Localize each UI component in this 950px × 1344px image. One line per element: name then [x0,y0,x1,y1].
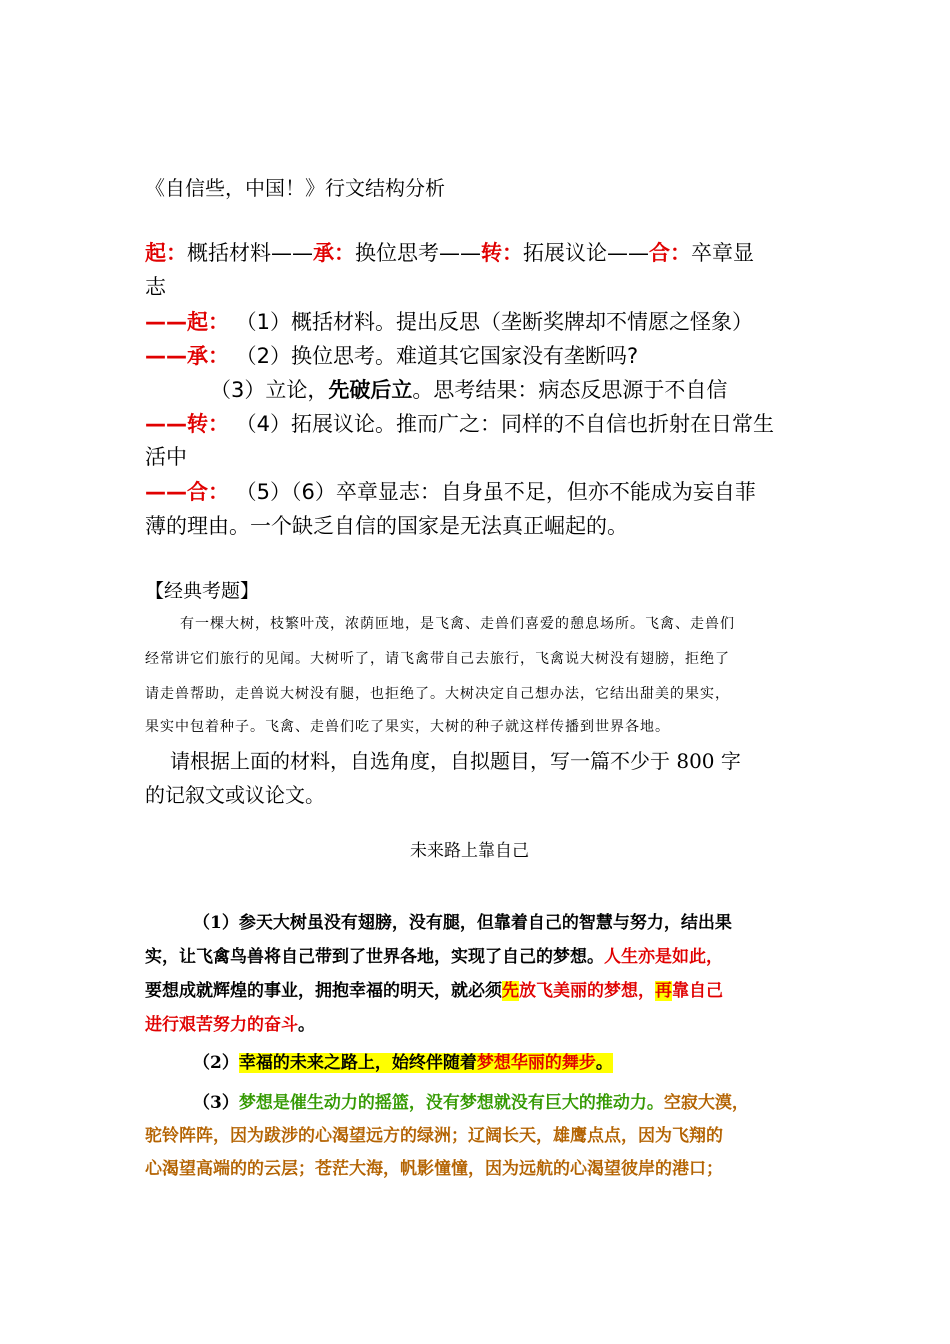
item-he-cont: 薄的理由。一个缺乏自信的国家是无法真正崛起的。 [145,514,628,538]
p1-red-text: 进行艰苦努力的奋斗 [145,1015,298,1035]
material-line: 请走兽帮助，走兽说大树没有腿，也拒绝了。大树决定自己想办法，它结出甜美的果实， [145,686,730,702]
p1-text: 实，让飞禽鸟兽将自己带到了世界各地，实现了自己的梦想。 [145,947,604,967]
structure-text-4: 卒章显 [691,241,754,265]
item-qi [145,306,753,336]
item-qi-text: （1）概括材料。提出反思（垄断奖牌却不情愿之怪象） [229,310,754,334]
item-cheng [145,340,638,370]
material-line: 果实中包着种子。飞禽、走兽们吃了果实，大树的种子就这样传播到世界各地。 [145,719,670,735]
key-he: 合： [649,241,691,265]
p1-red-text: 人生亦是如此， [604,947,723,967]
dash: —— [145,310,187,334]
item-3 [210,374,727,404]
prompt-line-1: 请根据上面的材料，自选角度，自拟题目，写一篇不少于 800 字 [170,749,741,773]
p2-number: （2） [193,1053,239,1073]
item-3-bold: 先破后立 [328,378,413,402]
item-zhuan-key: 转： [187,412,229,436]
item-qi-key: 起： [187,310,229,334]
structure-line [145,237,754,267]
essay-p1-line1: （1）参天大树虽没有翅膀，没有腿，但靠着自己的智慧与努力，结出果 [193,913,732,933]
essay-p1-line2 [145,942,723,967]
p1-text: 要想成就辉煌的事业，拥抱幸福的明天，就必须 [145,981,502,1001]
p1-red-text: 放飞美丽的梦想， [519,981,655,1001]
item-zhuan-cont: 活中 [145,445,187,469]
p3-number: （3） [193,1093,239,1113]
item-zhuan-text: （4）拓展议论。推而广之：同样的不自信也折射在日常生 [229,412,775,436]
p2-highlighted [239,1053,613,1073]
essay-p1-line3 [145,976,723,1001]
p1-text: 。 [298,1015,315,1035]
item-cheng-text: （2）换位思考。难道其它国家没有垄断吗? [229,344,639,368]
p3-brown-text: 空寂大漠， [663,1093,749,1113]
p2-red-text: 梦想华丽的舞步 [476,1053,596,1073]
item-cheng-key: 承： [187,344,229,368]
dash: —— [145,480,187,504]
item-he-text: （5）（6）卒章显志：自身虽不足，但亦不能成为妄自菲 [229,480,756,504]
essay-p2 [193,1048,613,1073]
structure-text-1: 概括材料—— [187,241,313,265]
essay-title: 未来路上靠自己 [410,841,529,861]
item-3-a: （3）立论， [210,378,329,402]
p2-text: 幸福的未来之路上，始终伴随着 [238,1053,477,1073]
structure-text-2: 换位思考—— [355,241,481,265]
p1-red-text: 靠自己 [672,981,723,1001]
dash: —— [145,344,187,368]
p1-highlight: 先 [502,981,519,1001]
dash: —— [145,412,187,436]
material-line: 有一棵大树，枝繁叶茂，浓荫匝地，是飞禽、走兽们喜爱的憩息场所。飞禽、走兽们 [180,616,735,632]
item-he-key: 合： [187,480,229,504]
structure-line-cont: 志 [145,275,166,299]
key-qi: 起： [145,241,187,265]
p2-text: 。 [595,1053,613,1073]
essay-p3-line3: 心渴望高端的的云层；苍茫大海，帆影憧憧，因为远航的心渴望彼岸的港口； [145,1159,723,1179]
item-he [145,476,756,506]
prompt-line-2: 的记叙文或议论文。 [145,783,325,807]
exam-heading: 【经典考题】 [145,580,260,602]
key-cheng: 承： [313,241,355,265]
page-title: 《自信些，中国！》行文结构分析 [145,176,445,200]
key-zhuan: 转： [481,241,523,265]
essay-p3-line1 [193,1088,749,1113]
structure-text-3: 拓展议论—— [523,241,649,265]
item-3-c: 。思考结果：病态反思源于不自信 [412,378,728,402]
essay-p3-line2: 驼铃阵阵，因为跋涉的心渴望远方的绿洲；辽阔长天，雄鹰点点，因为飞翔的 [145,1126,723,1146]
item-zhuan [145,408,774,438]
p3-green-text: 梦想是催生动力的摇篮，没有梦想就没有巨大的推动力。 [238,1093,664,1113]
material-line: 经常讲它们旅行的见闻。大树听了，请飞禽带自己去旅行，飞禽说大树没有翅膀，拒绝了 [145,651,730,667]
p1-highlight: 再 [655,981,672,1001]
essay-p1-line4 [145,1010,315,1035]
